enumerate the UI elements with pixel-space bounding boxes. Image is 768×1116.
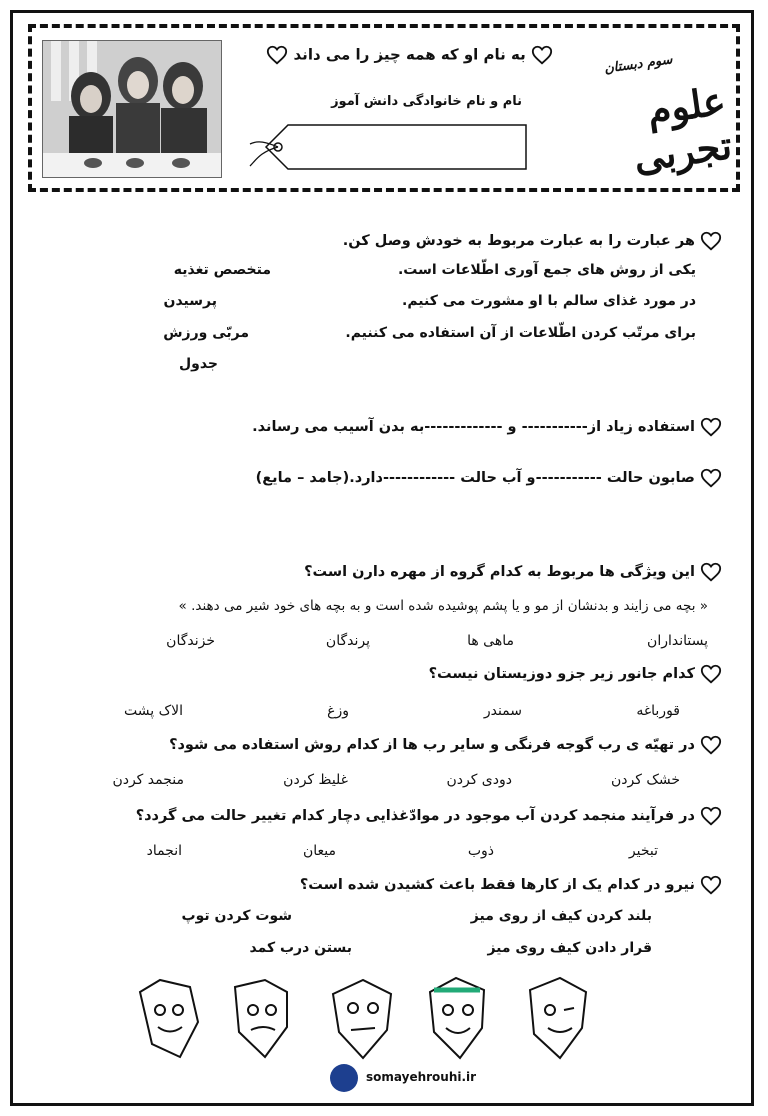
q1-match-2: پرسیدن xyxy=(163,293,217,309)
q5-prompt-text: کدام جانور زیر جزو دوزیستان نیست؟ xyxy=(428,666,695,682)
subject-title-logo xyxy=(560,52,735,181)
q5-option-1[interactable]: قورباغه xyxy=(636,703,680,719)
student-name-label: نام و نام خانوادگی دانش آموز xyxy=(331,94,522,109)
heart-icon xyxy=(700,666,722,682)
pencil-face-icon xyxy=(140,980,198,1057)
pencil-face-icon xyxy=(333,980,391,1058)
pencil-face-icon xyxy=(530,978,586,1058)
pencil-face-icon xyxy=(235,980,287,1057)
heart-icon xyxy=(700,233,722,249)
q6-option-4[interactable]: منجمد کردن xyxy=(112,772,184,788)
q6-prompt-text: در تهیّه ی رب گوجه فرنگی و سایر رب ها از کدام روش استفاده می شود؟ xyxy=(169,737,695,753)
heart-icon xyxy=(700,564,722,580)
bismillah-line xyxy=(266,44,553,66)
heart-icon xyxy=(700,470,722,486)
q7-option-2[interactable]: ذوب xyxy=(467,843,494,859)
q1-item-3: برای مرتّب کردن اطّلاعات از آن استفاده می کننیم. xyxy=(345,325,696,341)
heart-icon xyxy=(526,46,553,64)
students-photo xyxy=(42,40,222,178)
pencil-face-icon xyxy=(430,978,484,1058)
q1-match-4: جدول xyxy=(178,356,218,372)
q2-text: استفاده زیاد از----------- و -------------به بدن آسیب می رساند. xyxy=(252,419,695,435)
q1-prompt-text: هر عبارت را به عبارت مربوط به خودش وصل کن. xyxy=(342,233,695,249)
q7-option-1[interactable]: تبخیر xyxy=(628,843,658,859)
q4-option-2[interactable]: ماهی ها xyxy=(467,633,514,649)
q4-quote: « بچه می زایند و بدنشان از مو و یا پشم پوشیده شده است و به بچه های خود شیر می دهند. » xyxy=(178,598,708,614)
q3 xyxy=(256,467,722,489)
q4-option-1[interactable]: پستانداران xyxy=(647,633,708,649)
q1-item-2: در مورد غذای سالم با او مشورت می کنیم. xyxy=(402,293,696,309)
q8-option-1[interactable]: بلند کردن کیف از روی میز xyxy=(470,908,652,924)
q1-match-3: مربّی ورزش xyxy=(163,325,249,341)
heart-icon xyxy=(700,808,722,824)
q8-option-3[interactable]: قرار دادن کیف روی میز xyxy=(487,940,652,956)
grade-label: سوم دبستان xyxy=(603,52,674,77)
q4-prompt xyxy=(304,561,722,583)
q6-option-2[interactable]: دودی کردن xyxy=(446,772,512,788)
q8-option-2[interactable]: شوت کردن توپ xyxy=(181,908,292,924)
q5-option-2[interactable]: سمندر xyxy=(483,703,522,719)
q8-option-4[interactable]: بستن درب کمد xyxy=(249,940,352,956)
q4-option-4[interactable]: خزندگان xyxy=(166,633,215,649)
heart-icon xyxy=(700,419,722,435)
subject-title: علوم تجربی xyxy=(630,77,735,181)
name-tag[interactable] xyxy=(248,122,530,172)
footer xyxy=(330,1062,480,1096)
pencil-cartoons xyxy=(130,972,630,1062)
q5-option-4[interactable]: الاک پشت xyxy=(124,703,183,719)
q7-option-4[interactable]: انجماد xyxy=(146,843,182,859)
q6-option-1[interactable]: خشک کردن xyxy=(610,772,680,788)
website-link[interactable]: somayehrouhi.ir xyxy=(366,1070,477,1084)
q5-option-3[interactable]: وزغ xyxy=(327,703,349,719)
heart-icon xyxy=(266,46,288,64)
q4-prompt-text: این ویژگی ها مربوط به کدام گروه از مهره دارن است؟ xyxy=(304,564,695,580)
q8-prompt-text: نیرو در کدام یک از کارها فقط باعث کشیدن شده است؟ xyxy=(299,877,695,893)
q7-prompt-text: در فرآیند منجمد کردن آب موجود در موادّغذایی دچار کدام تغییر حالت می گردد؟ xyxy=(135,808,695,824)
q8-prompt xyxy=(300,874,722,896)
q1-item-1: یکی از روش های جمع آوری اطّلاعات است. xyxy=(397,262,696,278)
q1-match-1: متخصص تغذیه xyxy=(173,262,271,278)
q4-option-3[interactable]: پرندگان xyxy=(325,633,370,649)
q7-prompt xyxy=(136,805,722,827)
heart-icon xyxy=(700,737,722,753)
q6-option-3[interactable]: غلیظ کردن xyxy=(283,772,348,788)
heart-icon xyxy=(700,877,722,893)
q6-prompt xyxy=(169,734,722,756)
q1-prompt xyxy=(343,230,722,252)
q7-option-3[interactable]: میعان xyxy=(302,843,336,859)
bismillah-text: به نام او که همه چیز را می داند xyxy=(293,45,526,64)
q3-text: صابون حالت -----------و آب حالت ------------دارد.(جامد – مایع) xyxy=(255,470,695,486)
site-logo-icon xyxy=(330,1064,358,1092)
q2 xyxy=(252,416,722,438)
q5-prompt xyxy=(429,663,722,685)
